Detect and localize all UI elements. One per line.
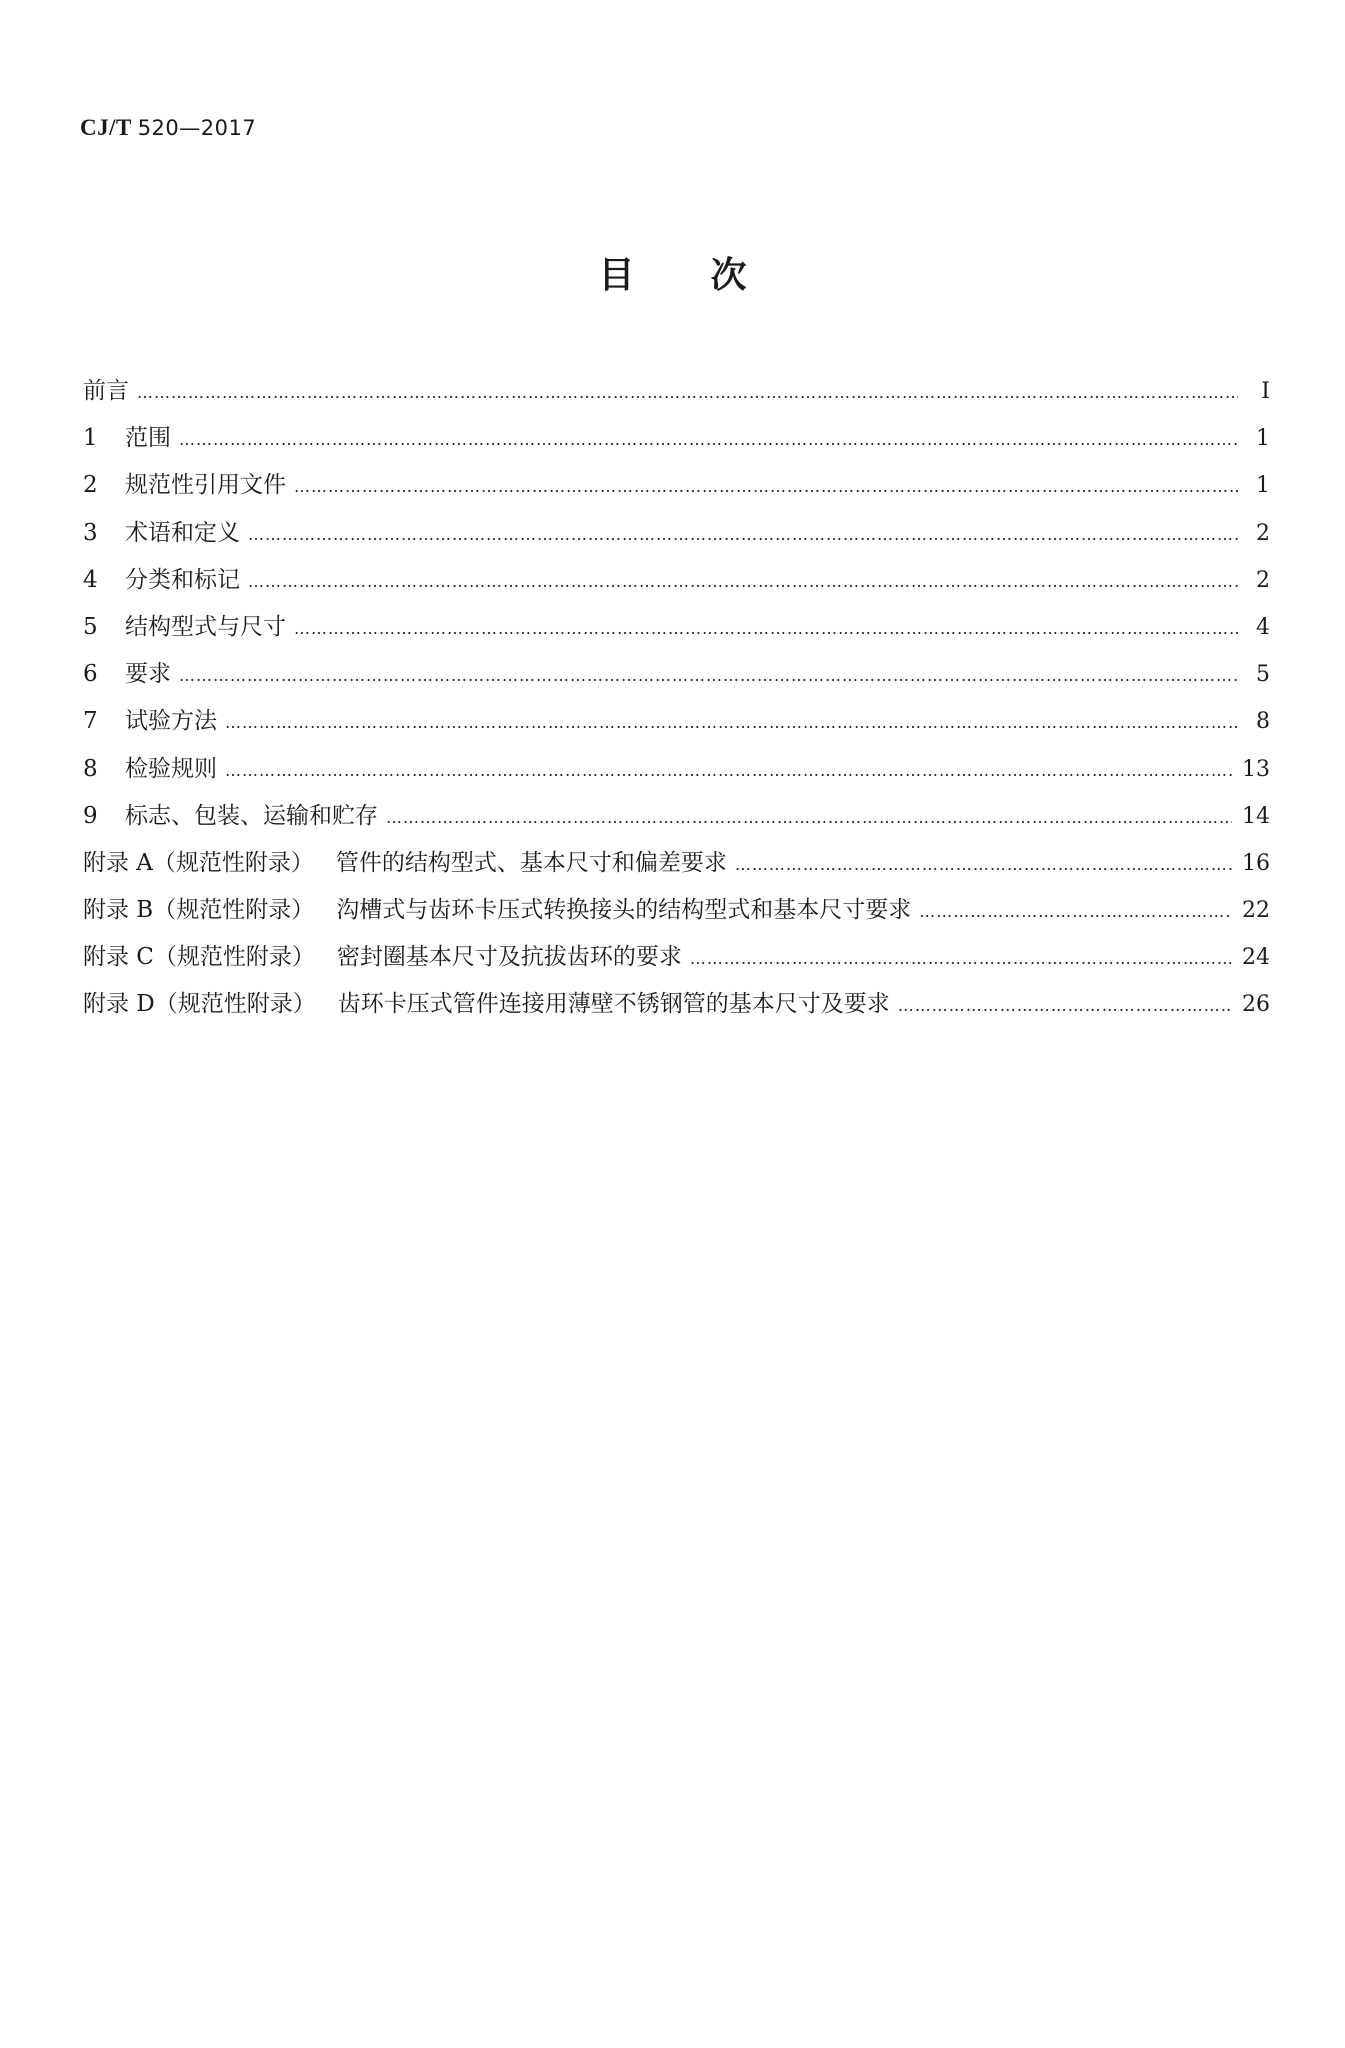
toc-entry-page: 14 <box>1242 803 1270 829</box>
toc-entry-page: 22 <box>1242 898 1270 924</box>
toc-appendix-prefix: 附录 B（规范性附录） <box>83 897 315 924</box>
toc-entry-label: 结构型式与尺寸 <box>125 613 286 640</box>
toc-entry-page: 1 <box>1256 473 1270 499</box>
toc-entry-label: 规范性引用文件 <box>125 472 286 499</box>
toc-entry-number: 2 <box>83 472 98 499</box>
toc-leader-dots <box>179 430 1238 449</box>
standard-code-number: 520—2017 <box>137 116 257 140</box>
toc-entry-2[interactable] <box>83 466 1270 513</box>
toc-entry-label: 前言 <box>83 378 129 404</box>
standard-code-prefix: CJ/T <box>80 115 132 140</box>
toc-entry-page: 4 <box>1256 614 1270 640</box>
toc-entry-number: 4 <box>83 566 98 593</box>
toc-leader-dots <box>386 808 1232 827</box>
toc-leader-dots <box>248 525 1238 544</box>
toc-entry-label: 齿环卡压式管件连接用薄壁不锈钢管的基本尺寸及要求 <box>337 991 890 1018</box>
toc-entry-label: 要求 <box>125 661 171 688</box>
toc-appendix-prefix: 附录 C（规范性附录） <box>83 944 315 971</box>
toc-entry-appendix-a[interactable] <box>83 844 1270 891</box>
toc-entry-page: 16 <box>1242 850 1270 876</box>
toc-leader-dots <box>179 666 1238 685</box>
toc-entry-number: 1 <box>83 425 98 452</box>
toc-entry-5[interactable] <box>83 608 1270 655</box>
toc-entry-page: 24 <box>1242 945 1270 971</box>
toc-entry-appendix-c[interactable] <box>83 938 1270 985</box>
toc-entry-1[interactable] <box>83 419 1270 466</box>
toc-leader-dots <box>248 572 1238 591</box>
toc-entry-number: 9 <box>83 802 98 829</box>
toc-appendix-prefix: 附录 A（规范性附录） <box>83 849 314 876</box>
toc-entry-label: 管件的结构型式、基本尺寸和偏差要求 <box>335 849 727 876</box>
toc-entry-page: 26 <box>1242 992 1270 1018</box>
toc-entry-number: 5 <box>83 613 98 640</box>
toc-leader-dots <box>137 383 1238 402</box>
page-title-char-1: 目 <box>598 255 635 296</box>
toc-entry-7[interactable] <box>83 702 1270 749</box>
page-title-char-2: 次 <box>710 255 747 296</box>
toc-entry-label: 分类和标记 <box>125 566 240 593</box>
toc-entry-6[interactable] <box>83 655 1270 702</box>
toc-entry-appendix-d[interactable] <box>83 985 1270 1032</box>
toc-leader-dots <box>690 949 1232 968</box>
standard-code <box>80 115 256 141</box>
toc-entry-9[interactable] <box>83 797 1270 844</box>
toc-leader-dots <box>294 477 1238 496</box>
toc-entry-number: 3 <box>83 519 98 546</box>
toc-leader-dots <box>898 996 1232 1015</box>
toc-entry-page: 1 <box>1256 426 1270 452</box>
toc-leader-dots <box>919 902 1232 921</box>
toc-entry-label: 范围 <box>125 425 171 452</box>
toc-entry-page: 5 <box>1256 662 1270 688</box>
toc-leader-dots <box>225 761 1232 780</box>
toc-entry-page: 13 <box>1242 756 1270 782</box>
toc-entry-label: 检验规则 <box>125 755 217 782</box>
toc-entry-number: 6 <box>83 661 98 688</box>
toc-entry-foreword[interactable] <box>83 372 1270 419</box>
toc-entry-appendix-b[interactable] <box>83 891 1270 938</box>
page-title <box>0 247 1345 298</box>
toc-leader-dots <box>225 713 1238 732</box>
toc-entry-label: 术语和定义 <box>125 519 240 546</box>
toc-leader-dots <box>294 619 1238 638</box>
toc-entry-3[interactable] <box>83 514 1270 561</box>
toc-leader-dots <box>735 855 1232 874</box>
table-of-contents <box>83 372 1270 1033</box>
toc-entry-label: 密封圈基本尺寸及抗拔齿环的要求 <box>336 944 682 971</box>
toc-appendix-prefix: 附录 D（规范性附录） <box>83 991 316 1018</box>
toc-entry-label: 试验方法 <box>125 708 217 735</box>
toc-entry-4[interactable] <box>83 561 1270 608</box>
toc-entry-page: Ⅰ <box>1261 379 1270 404</box>
toc-entry-number: 7 <box>83 708 98 735</box>
toc-entry-label: 沟槽式与齿环卡压式转换接头的结构型式和基本尺寸要求 <box>336 897 912 924</box>
toc-entry-page: 2 <box>1256 520 1270 546</box>
toc-entry-number: 8 <box>83 755 98 782</box>
toc-entry-8[interactable] <box>83 750 1270 797</box>
toc-entry-label: 标志、包装、运输和贮存 <box>125 802 378 829</box>
toc-entry-page: 2 <box>1256 567 1270 593</box>
toc-entry-page: 8 <box>1256 709 1270 735</box>
